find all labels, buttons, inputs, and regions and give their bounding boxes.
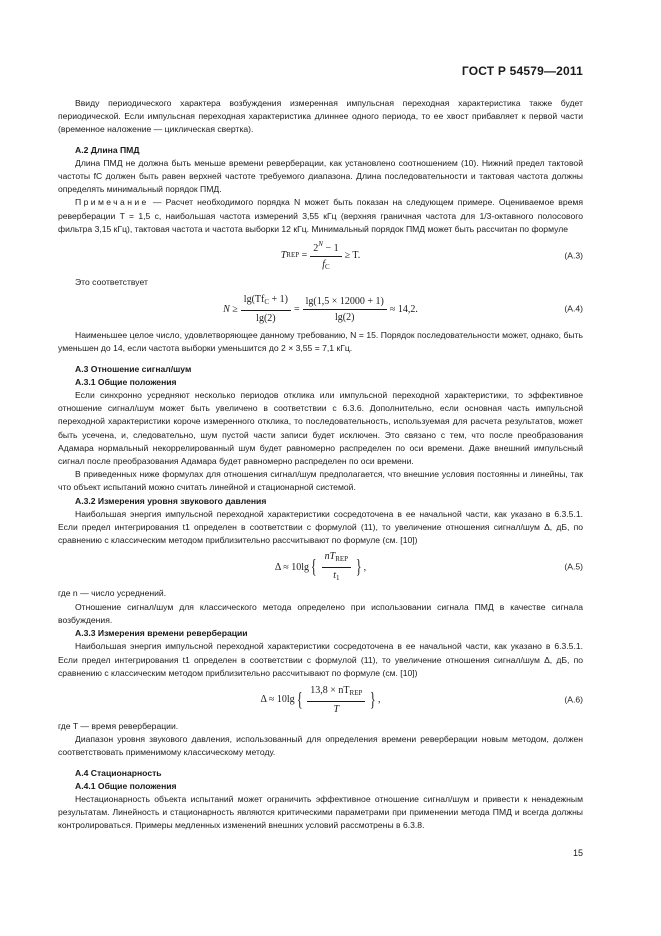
equation-number: (А.6) bbox=[564, 694, 583, 705]
corresponds-text: Это соответствует bbox=[75, 277, 148, 288]
section-a31-paragraph-2: В приведенных ниже формулах для отношения сигнал/шум предполагается, что внешние условия постоянны и линейны, так что объект испытаний можно считать линейной и стационарной системой. bbox=[58, 469, 583, 493]
document-id: ГОСТ Р 54579—2011 bbox=[461, 64, 583, 78]
section-a33-paragraph-1: Наибольшая энергия импульсной переходной характеристики сосредоточена в ее начальной части, как указано в 6.3.5.1. Если предел интегрирования t1 определен в соответствии с формулой (11), то увеличение отношения сигнал/шум Δ, дБ, по сравнению с классическим методом приблизительно рассчитывают по формуле (см. [10]) bbox=[58, 641, 583, 678]
section-a31-heading: А.3.1 Общие положения bbox=[75, 376, 177, 387]
document-page bbox=[58, 0, 583, 936]
equation-a5: Δ ≈ 10lg { $\frac{nT_{REP}}{t_1}$ } , (А.5) bbox=[274, 550, 583, 582]
page-number: 15 bbox=[572, 848, 583, 858]
section-a32-paragraph-2: Отношение сигнал/шум для классического метода определено при использовании сигнала ПМД в качестве сигнала возбуждения. bbox=[58, 601, 583, 625]
section-a32-paragraph-1: Наибольшая энергия импульсной переходной характеристики сосредоточена в ее начальной части, как указано в 6.3.5.1. Если предел интегрирования t1 определен в соответствии с формулой (11), то увеличение отношения сигнал/шум Δ, дБ, по сравнению с классическим методом приблизительно рассчитывают по формуле (см. [10]) bbox=[58, 508, 583, 546]
section-a2-heading: А.2 Длина ПМД bbox=[75, 144, 140, 155]
intro-paragraph: Ввиду периодического характера возбуждения измеренная импульсная переходная характеристика также будет периодической. Если импульсная переходная характеристика длиннее одного периода, то ее хвост прибавляет к первой части (временное наложение — циклическая свертка). bbox=[58, 98, 583, 135]
section-a3-heading: А.3 Отношение сигнал/шум bbox=[75, 363, 192, 374]
note-text: — Расчет необходимого порядка N может быть показан на следующем примере. Оцениваемое время реверберации T = 1,5 с, наибольшая частота измерений 3,55 кГц (верхняя граничная частота для 1/3-октавного полосового фильтра 3,15 кГц), тактовая частота и частота выборки 12 кГц. Минимальный порядок ПМД может быть рассчитан по формуле bbox=[58, 197, 583, 234]
equation-a6: Δ ≈ 10lg { $\frac{13,8 \times nT_{REP}}{T}$ } , (А.6) bbox=[260, 684, 583, 715]
where-n-line: где n — число усреднений. bbox=[58, 588, 167, 599]
section-a2-paragraph-1: Длина ПМД не должна быть меньше времени реверберации, как установлено соотношением (10). Нижний предел тактовой частоты fC должен быть равен верхней частоте требуемого диапазона. Длина последовательности и тактовая частота должны определять минимальный порядок ПМД. bbox=[58, 157, 583, 195]
section-a2-paragraph-2: Наименьшее целое число, удовлетворяющее данному требованию, N = 15. Порядок последовательности может, однако, быть уменьшен до 14, если частота выборки уменьшится до 2 × 3,55 = 7,1 кГц. bbox=[58, 330, 583, 354]
equation-a4: N ≥ $\frac{\lg(Tf_C + 1)}{\lg(2)}$ = $\frac{\lg(1,5 \times 12000 + 1)}{\lg(2)}$ ≈ 14,2. (А.4) bbox=[223, 294, 583, 325]
where-t-line: где T — время реверберации. bbox=[58, 720, 179, 731]
note-label: Примечание bbox=[75, 197, 149, 208]
section-a32-heading: А.3.2 Измерения уровня звукового давления bbox=[75, 495, 267, 506]
equation-number: (А.3) bbox=[564, 250, 583, 261]
equation-number: (А.5) bbox=[564, 561, 583, 572]
section-a41-heading: А.4.1 Общие положения bbox=[75, 780, 177, 791]
equation-a3: T REP = $\frac{2^N - 1}{f_C}$ ≥ T. (А.3) bbox=[280, 239, 583, 272]
section-a33-heading: А.3.3 Измерения времени реверберации bbox=[75, 628, 248, 639]
section-a4-heading: А.4 Стационарность bbox=[75, 767, 162, 778]
section-a41-paragraph-1: Нестационарность объекта испытаний может ограничить эффективное отношение сигнал/шум и привести к ненадежным результатам. Линейность и стационарность являются критическими параметрами при применении метода ПМД и всегда должны контролироваться. Примеры медленных изменений внешних условий рассмотрены в 6.3.8. bbox=[58, 793, 583, 831]
section-a31-paragraph-1: Если синхронно усредняют несколько периодов отклика или импульсной переходной характеристики, то эффективное отношение сигнал/шум может быть увеличено в соответствии с 6.3.6. Дополнительно, если основная часть импульсной переходной характеристики короче измеренного отклика, то последовательность, используемая для расчета результатов, может быть усечена, и, следовательно, шум пустой части записи будет исключен. Это связано с тем, что после преобразования Адамара нормальный некоррелированный шум будет равномерно распределен по оси времени. Даже внешний импульсный сигнал после преобразования Адамара будет равномерно распределен по оси времени. bbox=[58, 390, 583, 467]
document-body bbox=[58, 97, 583, 833]
equation-number: (А.4) bbox=[564, 303, 583, 314]
section-a33-paragraph-2: Диапазон уровня звукового давления, использованный для определения времени реверберации новым методом, должен соответствовать применимому классическому методу. bbox=[58, 734, 583, 758]
section-a2-note bbox=[58, 196, 583, 236]
